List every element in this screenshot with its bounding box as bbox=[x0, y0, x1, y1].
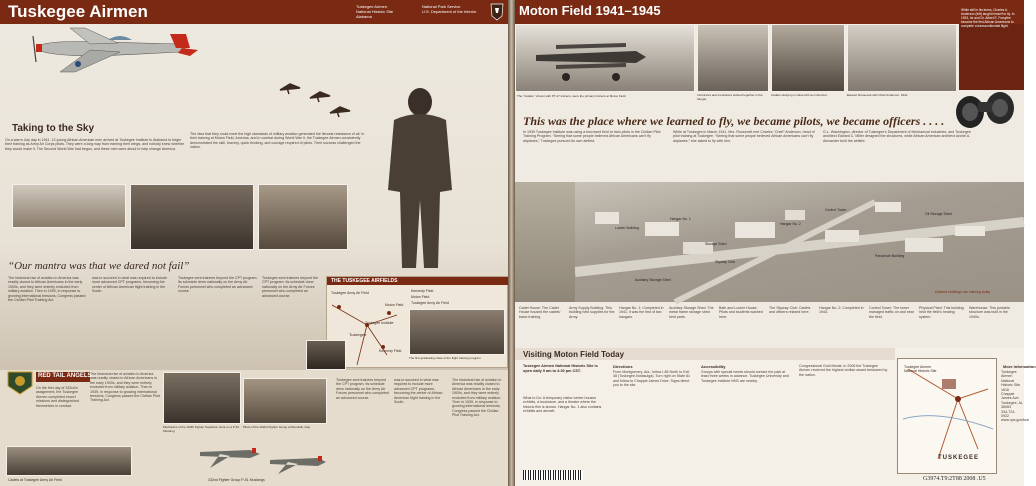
visit-col1-heading: Tuskegee Airmen National Historic Site is open daily 9 am to 4:30 pm CST. bbox=[523, 364, 598, 373]
building-caption: Hangar No. 1: Completed in 1941, it was the first of two hangars. bbox=[619, 306, 664, 319]
quote-body-col3: Tuskegee sent trainees beyond the CPT program. Its schedule drew nationally on the Army Air Forces personnel who completed an advanced course. bbox=[178, 276, 258, 294]
caption-cadets: Cadets at Tuskegee Army Air Field bbox=[8, 478, 62, 482]
aerial-label-skyway: Skyway Club bbox=[715, 260, 736, 264]
body-column-2: While at Tuskegee in March 1941, Mrs. Roosevelt met Charles “Chief” Anderson, head of pilot training at Tuskegee. “Seeing that some people believed African Americans can’t fly airplanes,” she asked to fly with him. bbox=[673, 130, 815, 143]
red-tail-col-5: The historical rise of aviation in America was readily closed to African Americans in the early 1900s, and they were entirely excluded from military aviation. Then in 1939, in response to growing international tensions, Congress passed the Civilian Pilot Training Act. bbox=[452, 378, 502, 418]
inset-map-label-site: Tuskegee Airmen National Historic Site bbox=[904, 365, 937, 373]
library-stamp: G3974.T9:2T88 2008 .U5 bbox=[923, 476, 986, 482]
map-label-kennedy: Kennedy Field bbox=[379, 349, 402, 353]
photo-roosevelt-flight bbox=[847, 24, 957, 92]
building-caption: Auxiliary Storage Shed: The metal frame storage shed held parts. bbox=[669, 306, 714, 319]
barcode bbox=[523, 470, 583, 480]
intro-text-2: The idea that they could meet the high standards of military aviation generated the fiercest resistance of all. In their training at Moton Field, America, and in combat during World War II, the Tuskegee Airmen consistently demonstrated the skill, bravery, quick thinking, and courage required of pilots. Their success challenged the nation. bbox=[190, 132, 365, 150]
photo-biplanes bbox=[515, 24, 695, 92]
photo-caption-3: Cadets studying in class with an instructor. bbox=[771, 93, 828, 97]
building-captions-row bbox=[519, 306, 1019, 346]
red-tail-col-3: Tuskegee sent trainees beyond the CPT program. Its schedule drew nationally on the Army Air Forces personnel who completed an advanced course. bbox=[336, 378, 389, 400]
aerial-view-photo bbox=[575, 182, 1024, 302]
right-title: Moton Field 1941–1945 bbox=[519, 3, 661, 18]
visit-col4-body: Congressional Gold Medal: In 2006 the Tuskegee Airmen received the highest civilian award bestowed by the nation. bbox=[799, 364, 888, 377]
map-label-institute: Tuskegee Institute bbox=[365, 321, 394, 325]
map-legend-1: Kennedy Field bbox=[411, 289, 434, 293]
nps-block: National Park Service U.S. Department of the Interior bbox=[422, 4, 477, 14]
nps-arrowhead-icon bbox=[490, 2, 504, 21]
intro-text: On a warm July day in 1941, 13 young African American men arrived at Tuskegee Institute in Alabama to begin their training as Army Air Corps pilots. They were a long way from earning their wings, and nobody knew whether they would make it. The Second World War had begun, and these men were about to help change America. bbox=[5, 138, 185, 151]
body-column-1: In 1939 Tuskegee Institute was using a borrowed field to train pilots in the Civilian Pilot Training Program. “Seeing that some people believed African Americans can’t fly airplanes,” Tuskegee pursued its own airfield. bbox=[523, 130, 661, 143]
photo-cockpit-mechanic bbox=[130, 184, 254, 250]
building-caption: Army Supply Building: This building held supplies for the Army. bbox=[569, 306, 615, 319]
building-caption: Physical Plant: This building held the field's heating system. bbox=[919, 306, 964, 319]
aerial-label-hangar-1: Hangar No. 1 bbox=[670, 217, 691, 221]
aerial-label-parachute: Parachute Building bbox=[875, 254, 905, 258]
mustangs-flying-illustration bbox=[190, 438, 330, 478]
visit-col2-body: From Montgomery, Ala., follow I-85 North to Exit 38 (Tuskegee-Notasulga). Turn right on State 81 and follow to Chappie James Drive. Signs direct you to the site. bbox=[613, 370, 690, 388]
visit-col3-body: Groups with special needs should contact the park at least three weeks in advance. Tuskegee University and Tuskegee Institute NHS are nearby. bbox=[701, 370, 789, 383]
taking-to-sky-title: Taking to the Sky bbox=[12, 123, 95, 134]
aerial-label-locker: Locker Building bbox=[615, 226, 639, 230]
squadron-badge-icon bbox=[6, 370, 34, 396]
photo-caption-1: The “Cadets,” shown with PT-17 trainers, were the primary trainers at Moton Field. bbox=[517, 94, 627, 98]
photo-caption-2: Instructors and mechanics worked together in the hangar. bbox=[697, 93, 763, 101]
visit-col3-heading: Accessibility bbox=[701, 364, 726, 369]
map-legend-3: Tuskegee Army Air Field bbox=[411, 301, 449, 305]
inset-map-label-tuskegee: TUSKEGEE bbox=[938, 455, 980, 461]
aerial-left-block bbox=[515, 182, 575, 302]
aerial-label-hangar-2: Hangar No. 2 bbox=[780, 222, 801, 226]
photo-pilots-italy bbox=[243, 378, 327, 424]
visit-col2-heading: Directions bbox=[613, 364, 633, 369]
caption-pilots-italy: Pilots of the 332nd Fighter Group at Ramitelli, Italy bbox=[243, 425, 311, 429]
more-info-body: Tuskegee Airmen National Historic Site 1616 Chappie James Ave. Tuskegee, AL 36083 334-724-0922 www.nps.gov/tuai bbox=[1001, 370, 1029, 423]
visiting-title: Visiting Moton Field Today bbox=[523, 350, 625, 359]
map-caption: The first graduating class of the flight training program. bbox=[409, 356, 482, 360]
airfields-map-title: THE TUSKEGEE AIRFIELDS bbox=[331, 278, 398, 284]
map-legend-2: Moton Field bbox=[411, 295, 430, 299]
red-tail-col-4: was to succeed in what was required to include more advanced CPT programs, becoming the center of African American flight training in the South. bbox=[394, 378, 443, 405]
flying-planes-silhouettes bbox=[275, 78, 355, 123]
building-caption: Cadet House: The Cadet House housed the cadets' basic training. bbox=[519, 306, 561, 319]
photo-graduating-class bbox=[409, 309, 505, 355]
building-caption: Warehouse: This portable structure was built in the 1940s. bbox=[969, 306, 1010, 319]
p51-airplane-illustration bbox=[30, 20, 200, 78]
more-info-title: More Information bbox=[1003, 364, 1036, 369]
airman-figure-photo bbox=[380, 80, 460, 270]
photo-pilots-group bbox=[258, 184, 348, 250]
aerial-label-oil: Oil Storage Shed bbox=[925, 212, 952, 216]
photo-cadets-line bbox=[6, 446, 132, 476]
aerial-label-storage: Storage Shed bbox=[705, 242, 727, 246]
caption-mechanics: Mechanics of the 100th Fighter Squadron work on a P-51 Mustang bbox=[163, 425, 240, 433]
airfields-map bbox=[326, 276, 508, 368]
quote-body-col1: The historical rise of aviation in America was readily closed to African Americans in the early 1900s, and they were entirely excluded from military aviation. Then in 1939, in response to growing international tensions, Congress passed the Civilian Pilot Training Act. bbox=[8, 276, 86, 303]
building-caption: Control Tower: The tower managed traffic on and near the field. bbox=[869, 306, 914, 319]
photo-instructors-hangar bbox=[697, 24, 769, 92]
photo-soldiers-field bbox=[12, 184, 126, 228]
map-label-moton: Moton Field bbox=[385, 303, 404, 307]
map-label-taaf: Tuskegee Army Air Field bbox=[331, 291, 369, 295]
photo-mechanics-plane bbox=[163, 372, 241, 424]
left-panel bbox=[0, 0, 508, 486]
building-caption: The Skyway Club: Cadets and officers relaxed here. bbox=[769, 306, 811, 315]
aerial-label-garage: Auxiliary Storage Shed bbox=[635, 278, 671, 282]
agency-block: Tuskegee Airmen National Historic Site Alabama bbox=[356, 4, 394, 19]
map-label-tuskegee: Tuskegee bbox=[349, 332, 367, 337]
photo-airman-portrait bbox=[306, 340, 346, 370]
building-caption: Bath and Locker House: Pilots and students washed here. bbox=[719, 306, 763, 319]
inset-location-map bbox=[897, 358, 997, 474]
quote-body-col2: was to succeed in what was required to include more advanced CPT programs, becoming the center of African American flight training in the South. bbox=[92, 276, 168, 294]
right-panel bbox=[515, 0, 1036, 486]
center-fold bbox=[508, 0, 515, 486]
red-tail-body: On the first day of 332nd's assignment, the Tuskegee Airmen completed escort missions and distinguished themselves in combat. bbox=[36, 386, 79, 408]
mantra-quote: “Our mantra was that we dared not fail” bbox=[8, 260, 190, 272]
visit-col1-body: What to Do: A temporary visitor center houses exhibits, a bookstore, and a theater where the historic film is shown. Hangar No. 1 also contains exhibits and aircraft. bbox=[523, 396, 602, 414]
aerial-label-control-tower: Control Tower bbox=[825, 208, 847, 212]
red-tail-body-2: The historical rise of aviation in America was readily closed to African Americans in the early 1900s, and they were entirely excluded from military aviation. Then in 1939, in response to growing international tensions, Congress passed the Civilian Pilot Training Act. bbox=[90, 372, 160, 403]
red-tail-title: RED TAIL ANGELS bbox=[38, 373, 92, 379]
caption-mustangs: 332nd Fighter Group P-51 Mustangs bbox=[208, 478, 265, 482]
portrait-caption: While still in his teens, Charles A. Anderson (left) taught himself to fly. In 1933, he and Dr. Albert E. Forsythe became the first African Americans to complete a transcontinental flight. bbox=[961, 8, 1015, 28]
photo-classroom bbox=[771, 24, 845, 92]
photo-caption-4: Eleanor Roosevelt with Chief Anderson, 1941. bbox=[847, 93, 909, 97]
quote-body-col4: Tuskegee sent trainees beyond the CPT program. Its schedule drew nationally on the Army Air Forces personnel who completed an advanced course. bbox=[262, 276, 319, 298]
aerial-label-dashed: Dashed buildings are missing today bbox=[935, 290, 991, 294]
left-title: Tuskegee Airmen bbox=[8, 2, 148, 21]
building-caption: Hangar No. 2: Completed in 1944. bbox=[819, 306, 864, 315]
headline-quote: This was the place where we learned to fly, we became pilots, we became officers . . . . bbox=[523, 114, 945, 128]
body-column-3: G.L. Washington, director of Tuskegee’s Department of Mechanical Industries, and Tuskegee architect Edward C. Miller designed the structures, while African American architect Archie A. Alexander built the airfield. bbox=[823, 130, 971, 143]
